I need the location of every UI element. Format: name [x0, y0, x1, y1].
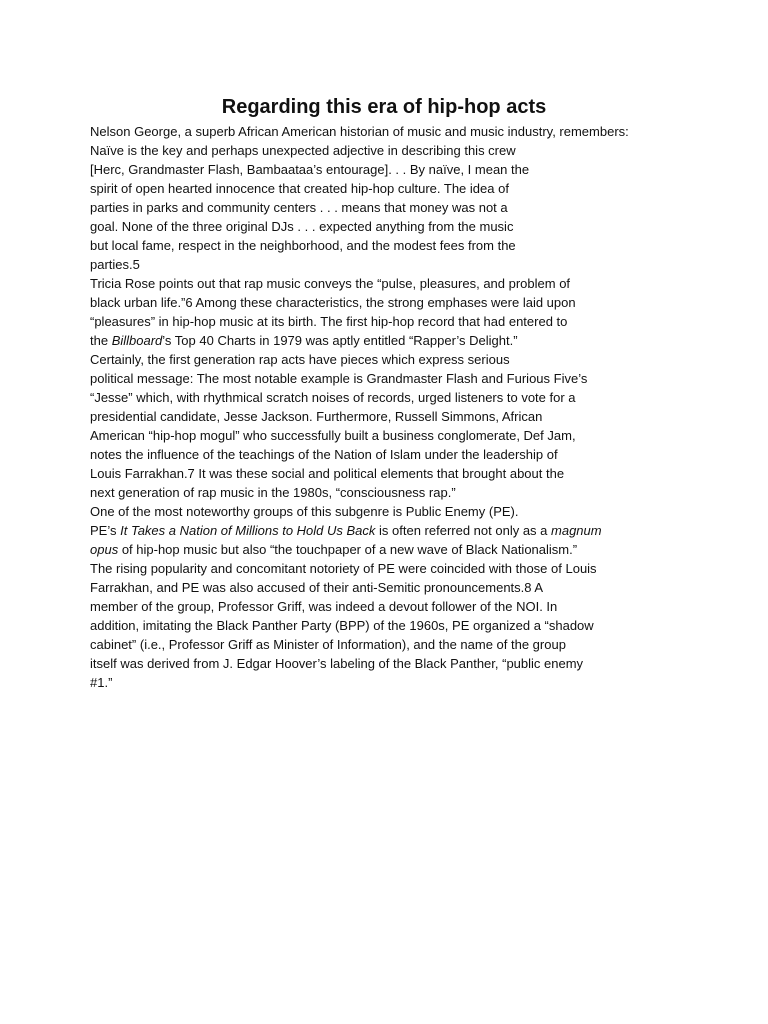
- text-line: [90, 407, 690, 426]
- text-segment: One of the most noteworthy groups of this subgenre is Public Enemy (PE).: [90, 504, 519, 519]
- text-segment: notes the influence of the teachings of the Nation of Islam under the leadership of: [90, 447, 558, 462]
- text-segment: political message: The most notable example is Grandmaster Flash and Furious Five’s: [90, 371, 588, 386]
- text-segment: Certainly, the first generation rap acts have pieces which express serious: [90, 352, 510, 367]
- text-segment: #1.”: [90, 675, 113, 690]
- text-segment: member of the group, Professor Griff, was indeed a devout follower of the NOI. In: [90, 599, 558, 614]
- text-segment: Louis Farrakhan.7 It was these social and political elements that brought about the: [90, 466, 565, 481]
- text-line: [90, 293, 690, 312]
- text-segment: goal. None of the three original DJs . . . expected anything from the music: [90, 219, 514, 234]
- text-line: [90, 369, 690, 388]
- text-line: [90, 255, 690, 274]
- text-line: [90, 597, 690, 616]
- text-line: [90, 502, 690, 521]
- text-line: [90, 179, 690, 198]
- text-segment: the: [90, 333, 112, 348]
- text-line: [90, 350, 690, 369]
- italic-text: It Takes a Nation of Millions to Hold Us Back: [120, 523, 376, 538]
- text-line: [90, 464, 690, 483]
- text-segment: [Herc, Grandmaster Flash, Bambaataa’s entourage]. . . By naïve, I mean the: [90, 162, 530, 177]
- text-segment: “pleasures” in hip-hop music at its birth. The first hip-hop record that had entered to: [90, 314, 568, 329]
- text-segment: ’s Top 40 Charts in 1979 was aptly entitled “Rapper’s Delight.”: [162, 333, 518, 348]
- document-title: Regarding this era of hip-hop acts: [221, 96, 547, 118]
- text-line: [90, 673, 690, 692]
- text-segment: Nelson George, a superb African American historian of music and music industry, remembers:: [90, 124, 629, 139]
- text-line: [90, 540, 690, 559]
- text-segment: black urban life.”6 Among these characteristics, the strong emphases were laid upon: [90, 295, 576, 310]
- italic-text: opus: [90, 542, 119, 557]
- text-segment: of hip-hop music but also “the touchpaper of a new wave of Black Nationalism.”: [118, 542, 578, 557]
- text-segment: American “hip-hop mogul” who successfully built a business conglomerate, Def Jam,: [90, 428, 576, 443]
- text-segment: presidential candidate, Jesse Jackson. Furthermore, Russell Simmons, African: [90, 409, 543, 424]
- text-line: [90, 331, 690, 350]
- text-line: [90, 426, 690, 445]
- text-line: [90, 445, 690, 464]
- text-line: [90, 635, 690, 654]
- text-line: [90, 141, 690, 160]
- text-line: [90, 122, 690, 141]
- text-segment: cabinet” (i.e., Professor Griff as Minister of Information), and the name of the group: [90, 637, 566, 652]
- text-line: [90, 312, 690, 331]
- text-segment: spirit of open hearted innocence that created hip-hop culture. The idea of: [90, 181, 509, 196]
- text-segment: PE’s: [90, 523, 121, 538]
- text-segment: parties.5: [90, 257, 140, 272]
- text-line: [90, 578, 690, 597]
- text-segment: Tricia Rose points out that rap music conveys the “pulse, pleasures, and problem of: [90, 276, 571, 291]
- text-segment: “Jesse” which, with rhythmical scratch noises of records, urged listeners to vote for a: [90, 390, 576, 405]
- text-segment: addition, imitating the Black Panther Party (BPP) of the 1960s, PE organized a “shadow: [90, 618, 594, 633]
- document-body: [90, 122, 690, 692]
- text-segment: itself was derived from J. Edgar Hoover’s labeling of the Black Panther, “public enemy: [90, 656, 584, 671]
- text-segment: but local fame, respect in the neighborhood, and the modest fees from the: [90, 238, 516, 253]
- text-line: [90, 654, 690, 673]
- text-line: [90, 217, 690, 236]
- text-line: [90, 160, 690, 179]
- text-segment: next generation of rap music in the 1980s, “consciousness rap.”: [90, 485, 456, 500]
- text-line: [90, 521, 690, 540]
- italic-text: Billboard: [111, 333, 163, 348]
- text-segment: The rising popularity and concomitant notoriety of PE were coincided with those of Louis: [90, 561, 597, 576]
- text-line: [90, 236, 690, 255]
- italic-text: magnum: [551, 523, 602, 538]
- text-line: [90, 483, 690, 502]
- text-segment: is often referred not only as a: [375, 523, 552, 538]
- text-segment: Farrakhan, and PE was also accused of their anti-Semitic pronouncements.8 A: [90, 580, 544, 595]
- text-line: [90, 559, 690, 578]
- text-line: [90, 616, 690, 635]
- text-segment: parties in parks and community centers . . . means that money was not a: [90, 200, 508, 215]
- text-line: [90, 274, 690, 293]
- text-segment: Naïve is the key and perhaps unexpected adjective in describing this crew: [90, 143, 516, 158]
- text-line: [90, 388, 690, 407]
- text-line: [90, 198, 690, 217]
